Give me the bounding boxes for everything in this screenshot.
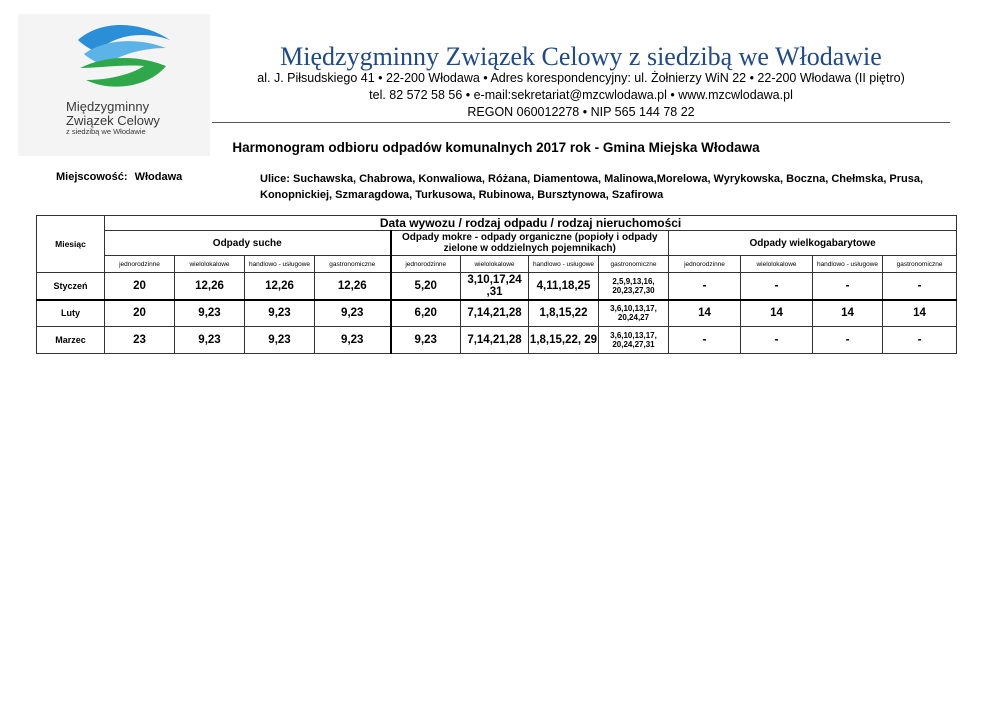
place-label: Miejscowość:: [56, 171, 128, 183]
subheader-cell: gastronomiczne: [599, 256, 669, 273]
table-cell: -: [883, 273, 957, 300]
table-cell: 9,23: [315, 327, 391, 354]
address-line: al. J. Piłsudskiego 41 • 22-200 Włodawa • Adres korespondencyjny: ul. Żołnierzy WiN 22 • 22-200 Włodawa (II piętro): [257, 71, 905, 85]
subheader-cell: handlowo - usługowe: [813, 256, 883, 273]
table-cell: 14: [669, 300, 741, 327]
logo-text-line1: Międzygminny: [66, 99, 150, 114]
table-cell: 6,20: [391, 300, 461, 327]
logo-text-line3: z siedzibą we Włodawie: [66, 127, 146, 136]
table-row: [37, 273, 957, 300]
logo-text-line2: Związek Celowy: [66, 113, 160, 128]
table-cell: -: [883, 327, 957, 354]
table-cell: 2,5,9,13,16, 20,23,27,30: [599, 273, 669, 300]
table-cell: 5,20: [391, 273, 461, 300]
table-cell: 7,14,21,28: [461, 327, 529, 354]
registry-line: REGON 060012278 • NIP 565 144 78 22: [467, 105, 695, 119]
streets-value: Suchawska, Chabrowa, Konwaliowa, Różana, Diamentowa, Malinowa,Morelowa, Wyrykowska, Boczna, Chełmska, Prusa, Konopnickiej, Szmaragdowa, Turkusowa, Rubinowa, Bursztynowa, Szafirowa: [260, 173, 924, 201]
organization-name: Międzygminny Związek Celowy z siedzibą we Włodawie: [280, 42, 882, 71]
table-cell: -: [669, 273, 741, 300]
subheader-cell: gastronomiczne: [315, 256, 391, 273]
table-cell: 9,23: [245, 327, 315, 354]
subheader-cell: wielolokalowe: [741, 256, 813, 273]
table-cell: 9,23: [175, 327, 245, 354]
month-cell: Styczeń: [37, 273, 105, 300]
collection-schedule-table: [36, 215, 957, 354]
table-top-header: Data wywozu / rodzaj odpadu / rodzaj nieruchomości: [105, 216, 957, 231]
subheader-cell: wielolokalowe: [461, 256, 529, 273]
contact-line: tel. 82 572 58 56 • e-mail:sekretariat@mzcwlodawa.pl • www.mzcwlodawa.pl: [369, 88, 793, 102]
month-cell: Luty: [37, 300, 105, 327]
table-cell: 12,26: [175, 273, 245, 300]
table-cell: 4,11,18,25: [529, 273, 599, 300]
table-cell: 23: [105, 327, 175, 354]
table-cell: 9,23: [315, 300, 391, 327]
subheader-cell: handlowo - usługowe: [529, 256, 599, 273]
table-cell: 12,26: [315, 273, 391, 300]
table-cell: 7,14,21,28: [461, 300, 529, 327]
subheader-cell: gastronomiczne: [883, 256, 957, 273]
group-header-wet: Odpady mokre - odpady organiczne (popioły i odpady zielone w oddzielnych pojemnikach): [391, 231, 669, 256]
table-cell: 3,6,10,13,17, 20,24,27,31: [599, 327, 669, 354]
table-cell: 12,26: [245, 273, 315, 300]
subheader-cell: jednorodzinne: [105, 256, 175, 273]
table-cell: -: [741, 273, 813, 300]
group-header-bulky: Odpady wielkogabarytowe: [669, 231, 957, 256]
table-cell: -: [741, 327, 813, 354]
month-cell: Marzec: [37, 327, 105, 354]
organization-logo: [18, 14, 210, 156]
table-cell: 3,10,17,24 ,31: [461, 273, 529, 300]
table-cell: -: [813, 327, 883, 354]
table-row: [37, 327, 957, 354]
table-cell: 14: [883, 300, 957, 327]
table-cell: 20: [105, 300, 175, 327]
subheader-cell: handlowo - usługowe: [245, 256, 315, 273]
table-cell: 14: [813, 300, 883, 327]
table-cell: -: [813, 273, 883, 300]
table-cell: 1,8,15,22: [529, 300, 599, 327]
table-cell: 20: [105, 273, 175, 300]
place-info: [56, 171, 182, 183]
document-title: Harmonogram odbioru odpadów komunalnych 2017 rok - Gmina Miejska Włodawa: [232, 140, 760, 155]
table-cell: 14: [741, 300, 813, 327]
group-header-dry: Odpady suche: [105, 231, 391, 256]
logo-waves-icon: [70, 18, 180, 98]
table-cell: 9,23: [245, 300, 315, 327]
subheader-cell: wielolokalowe: [175, 256, 245, 273]
place-value: Włodawa: [134, 171, 183, 183]
month-header: Miesiąc: [37, 216, 105, 273]
streets-label: Ulice:: [260, 173, 290, 185]
table-cell: 1,8,15,22, 29: [529, 327, 599, 354]
table-cell: 3,6,10,13,17, 20,24,27: [599, 300, 669, 327]
subheader-cell: jednorodzinne: [391, 256, 461, 273]
streets-info: [260, 171, 950, 203]
table-cell: -: [669, 327, 741, 354]
header-divider: [212, 122, 950, 123]
table-row: [37, 300, 957, 327]
table-cell: 9,23: [391, 327, 461, 354]
table-cell: 9,23: [175, 300, 245, 327]
subheader-cell: jednorodzinne: [669, 256, 741, 273]
